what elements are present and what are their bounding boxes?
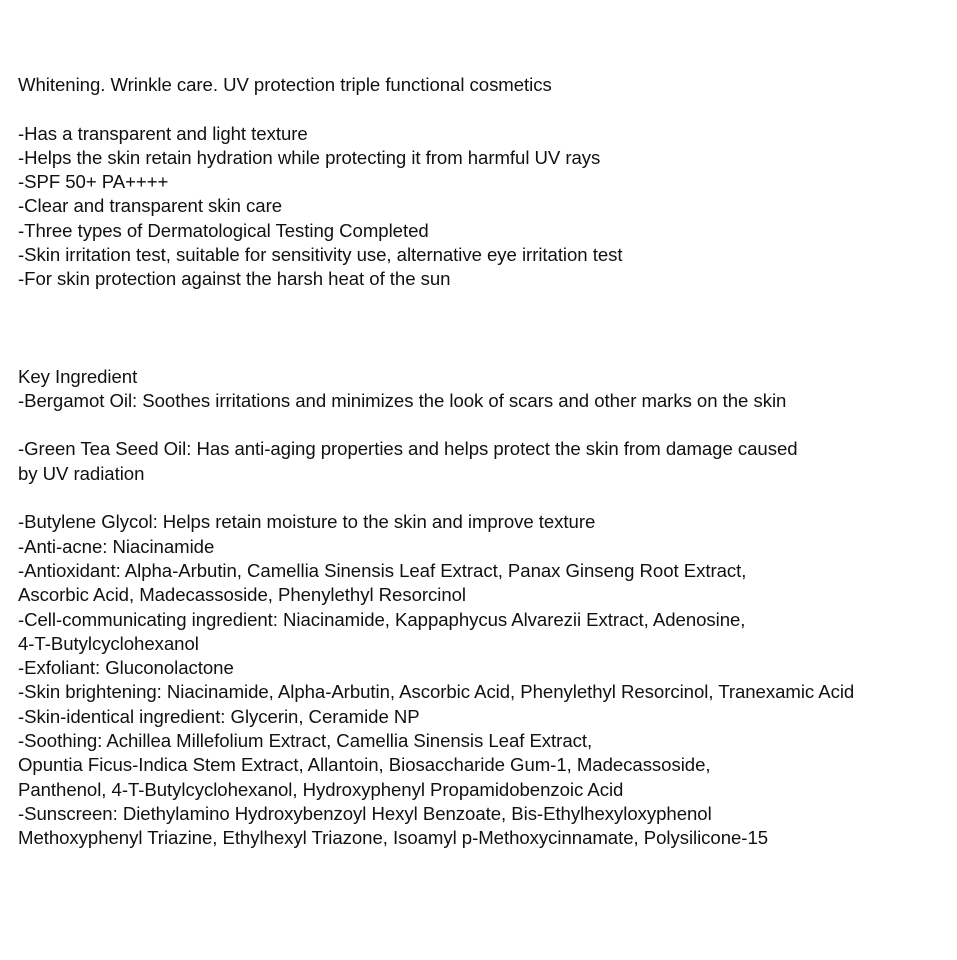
ingredient-line: -Green Tea Seed Oil: Has anti-aging properties and helps protect the skin from damage caused [18, 438, 798, 460]
ingredient-line: Panthenol, 4-T-Butylcyclohexanol, Hydroxyphenyl Propamidobenzoic Acid [18, 778, 624, 800]
ingredient-list [18, 510, 948, 850]
feature-item: -Helps the skin retain hydration while protecting it from harmful UV rays [18, 146, 601, 168]
ingredient-line: Opuntia Ficus-Indica Stem Extract, Allantoin, Biosaccharide Gum-1, Madecassoside, [18, 754, 711, 776]
feature-item: -Clear and transparent skin care [18, 195, 283, 217]
ingredient-line: Methoxyphenyl Triazine, Ethylhexyl Triazone, Isoamyl p-Methoxycinnamate, Polysilicone-15 [18, 827, 769, 849]
spacer [18, 486, 948, 510]
ingredient-line: -Anti-acne: Niacinamide [18, 535, 215, 557]
ingredient-line: -Sunscreen: Diethylamino Hydroxybenzoyl Hexyl Benzoate, Bis-Ethylhexyloxyphenol [18, 802, 712, 824]
spacer [18, 413, 948, 437]
ingredients-heading: Key Ingredient [18, 365, 138, 387]
ingredient-line: 4-T-Butylcyclohexanol [18, 632, 199, 654]
feature-item: -For skin protection against the harsh heat of the sun [18, 268, 451, 290]
ingredient-bergamot: -Bergamot Oil: Soothes irritations and minimizes the look of scars and other marks on the skin [18, 389, 787, 411]
spacer [18, 292, 948, 365]
feature-item: -Has a transparent and light texture [18, 122, 308, 144]
document-body [18, 73, 948, 851]
feature-item: -Three types of Dermatological Testing Completed [18, 219, 429, 241]
ingredient-line: -Antioxidant: Alpha-Arbutin, Camellia Sinensis Leaf Extract, Panax Ginseng Root Extract, [18, 559, 747, 581]
ingredient-green-tea [18, 437, 948, 486]
ingredient-line: by UV radiation [18, 462, 145, 484]
ingredient-line: -Exfoliant: Gluconolactone [18, 657, 234, 679]
feature-item: -Skin irritation test, suitable for sensitivity use, alternative eye irritation test [18, 244, 623, 266]
ingredient-line: -Butylene Glycol: Helps retain moisture to the skin and improve texture [18, 511, 596, 533]
ingredient-line: -Skin brightening: Niacinamide, Alpha-Arbutin, Ascorbic Acid, Phenylethyl Resorcinol, Tranexamic Acid [18, 681, 855, 703]
ingredient-line: -Skin-identical ingredient: Glycerin, Ceramide NP [18, 705, 420, 727]
ingredient-line: -Cell-communicating ingredient: Niacinamide, Kappaphycus Alvarezii Extract, Adenosine, [18, 608, 746, 630]
feature-item: -SPF 50+ PA++++ [18, 171, 169, 193]
ingredient-line: -Soothing: Achillea Millefolium Extract, Camellia Sinensis Leaf Extract, [18, 730, 593, 752]
ingredient-line: Ascorbic Acid, Madecassoside, Phenylethyl Resorcinol [18, 584, 466, 606]
feature-list [18, 122, 948, 292]
product-title: Whitening. Wrinkle care. UV protection triple functional cosmetics [18, 74, 552, 95]
spacer [18, 97, 948, 121]
